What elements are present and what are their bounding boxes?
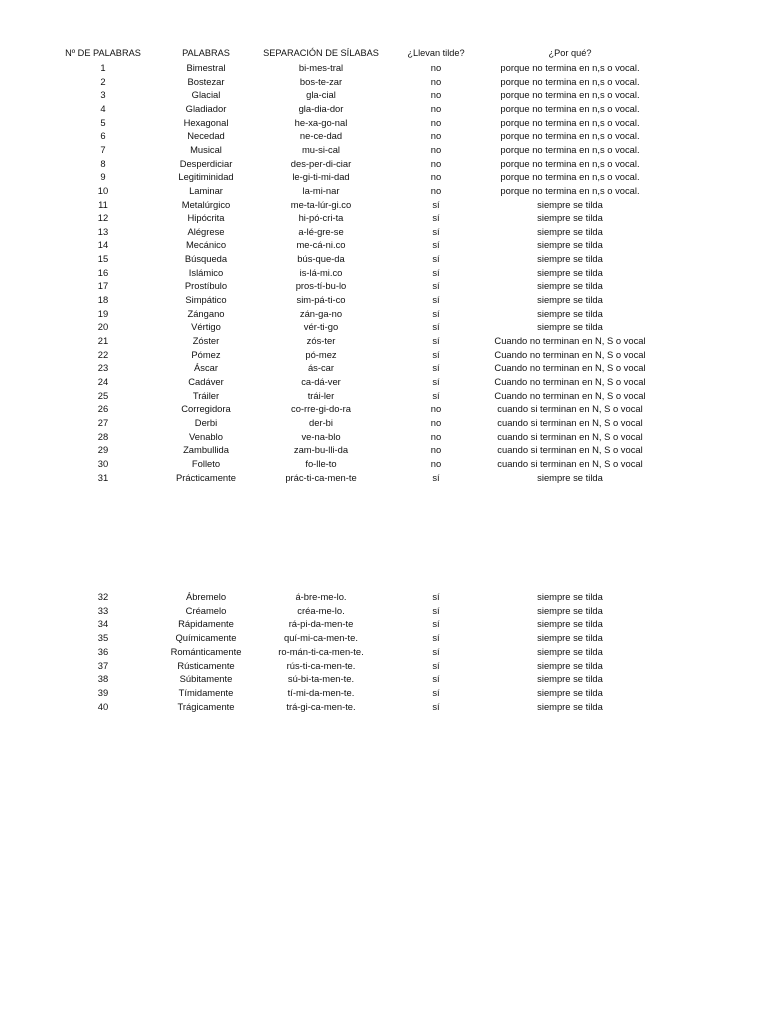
table-row: [0, 238, 768, 252]
header-why: ¿Por qué?: [548, 48, 592, 58]
cell-syllables: pros-tí-bu-lo: [295, 280, 347, 292]
cell-word: Cadáver: [188, 375, 224, 387]
cell-word: Folleto: [191, 457, 221, 469]
cell-syllables: le-gi-ti-mi-dad: [292, 171, 350, 183]
cell-tilde: sí: [432, 253, 440, 265]
cell-syllables: bús-que-da: [297, 253, 345, 265]
table-row: [0, 198, 768, 212]
cell-why: porque no termina en n,s o vocal.: [500, 130, 640, 142]
cell-syllables: des-per-di-ciar: [290, 157, 352, 169]
table-row: [0, 443, 768, 457]
cell-syllables: zam-bu-lli-da: [293, 444, 349, 456]
cell-num: 13: [97, 225, 109, 237]
table-row: [0, 416, 768, 430]
cell-tilde: sí: [432, 198, 440, 210]
cell-tilde: sí: [432, 604, 440, 616]
cell-num: 24: [97, 375, 109, 387]
cell-why: porque no termina en n,s o vocal.: [500, 75, 640, 87]
cell-why: Cuando no terminan en N, S o vocal: [494, 375, 646, 387]
cell-word: Bostezar: [187, 75, 225, 87]
cell-word: Mecánico: [185, 239, 227, 251]
cell-num: 14: [97, 239, 109, 251]
cell-syllables: quí-mi-ca-men-te.: [284, 632, 358, 644]
cell-why: siempre se tilda: [537, 471, 603, 483]
cell-num: 25: [97, 389, 109, 401]
cell-num: 31: [97, 471, 109, 483]
cell-syllables: rá-pi-da-men-te: [288, 618, 354, 630]
table-row: [0, 75, 768, 89]
cell-syllables: rús-ti-ca-men-te.: [286, 659, 356, 671]
cell-word: Laminar: [189, 184, 223, 196]
table-row: [0, 334, 768, 348]
cell-syllables: vér-ti-go: [303, 321, 339, 333]
table-row: [0, 129, 768, 143]
cell-syllables: ve-na-blo: [301, 430, 341, 442]
cell-tilde: sí: [432, 673, 440, 685]
cell-syllables: hi-pó-cri-ta: [298, 212, 344, 224]
cell-syllables: prác-ti-ca-men-te: [285, 471, 357, 483]
cell-why: siempre se tilda: [537, 618, 603, 630]
cell-word: Románticamente: [170, 645, 242, 657]
cell-tilde: sí: [432, 618, 440, 630]
table-row: [0, 617, 768, 631]
cell-syllables: la-mi-nar: [302, 184, 340, 196]
cell-num: 26: [97, 403, 109, 415]
cell-word: Venablo: [189, 430, 223, 442]
cell-tilde: no: [430, 171, 442, 183]
cell-tilde: sí: [432, 321, 440, 333]
cell-why: siempre se tilda: [537, 673, 603, 685]
cell-why: siempre se tilda: [537, 239, 603, 251]
cell-tilde: sí: [432, 225, 440, 237]
cell-word: Simpático: [185, 294, 227, 306]
table-row: [0, 279, 768, 293]
table-row: [0, 604, 768, 618]
cell-tilde: no: [430, 116, 442, 128]
cell-syllables: á-bre-me-lo.: [295, 591, 347, 602]
table-row: [0, 402, 768, 416]
cell-num: 17: [97, 280, 109, 292]
cell-num: 36: [97, 645, 109, 657]
cell-syllables: ás-car: [307, 362, 335, 374]
cell-word: Áscar: [194, 362, 218, 374]
cell-num: 10: [97, 184, 109, 196]
cell-why: cuando si terminan en N, S o vocal: [497, 430, 643, 442]
cell-word: Metalúrgico: [181, 198, 231, 210]
cell-syllables: gla-cial: [306, 89, 336, 101]
cell-word: Súbitamente: [179, 673, 233, 685]
cell-tilde: sí: [432, 294, 440, 306]
table-row: [0, 700, 768, 714]
cell-word: Bimestral: [186, 62, 226, 73]
table-row: [0, 361, 768, 375]
cell-num: 29: [97, 444, 109, 456]
cell-word: Corregidora: [181, 403, 231, 415]
cell-tilde: sí: [432, 348, 440, 360]
cell-num: 5: [100, 116, 106, 128]
cell-tilde: sí: [432, 266, 440, 278]
cell-tilde: no: [430, 102, 442, 114]
cell-syllables: trái-ler: [307, 389, 335, 401]
cell-why: porque no termina en n,s o vocal.: [500, 143, 640, 155]
table-row: [0, 143, 768, 157]
cell-why: porque no termina en n,s o vocal.: [500, 89, 640, 101]
cell-why: siempre se tilda: [537, 225, 603, 237]
cell-word: Tímidamente: [178, 686, 234, 698]
cell-num: 38: [97, 673, 109, 685]
cell-syllables: ne-ce-dad: [299, 130, 343, 142]
cell-syllables: bos-te-zar: [299, 75, 343, 87]
cell-word: Tráiler: [192, 389, 220, 401]
cell-tilde: sí: [432, 700, 440, 712]
cell-num: 34: [97, 618, 109, 630]
cell-num: 4: [100, 102, 106, 114]
cell-why: siempre se tilda: [537, 266, 603, 278]
cell-tilde: no: [430, 75, 442, 87]
table-row: [0, 348, 768, 362]
cell-tilde: no: [430, 416, 442, 428]
table-row: [0, 88, 768, 102]
cell-word: Zángano: [187, 307, 225, 319]
cell-num: 21: [97, 335, 109, 346]
cell-word: Vértigo: [191, 321, 221, 333]
cell-tilde: sí: [432, 591, 440, 602]
cell-word: Químicamente: [175, 632, 237, 644]
cell-why: cuando si terminan en N, S o vocal: [497, 457, 643, 469]
cell-tilde: sí: [432, 362, 440, 374]
cell-num: 3: [100, 89, 106, 101]
cell-why: cuando si terminan en N, S o vocal: [497, 403, 643, 415]
header-word: PALABRAS: [182, 48, 230, 58]
cell-syllables: a-lé-gre-se: [298, 225, 344, 237]
cell-why: siempre se tilda: [537, 307, 603, 319]
cell-why: porque no termina en n,s o vocal.: [500, 102, 640, 114]
cell-num: 19: [97, 307, 109, 319]
cell-word: Hipócrita: [187, 212, 225, 224]
cell-syllables: trá-gi-ca-men-te.: [286, 700, 356, 712]
cell-why: siempre se tilda: [537, 212, 603, 224]
cell-num: 9: [100, 171, 106, 183]
cell-num: 33: [97, 604, 109, 616]
table-row: [0, 659, 768, 673]
header-tilde: ¿Llevan tilde?: [407, 48, 465, 58]
cell-syllables: der-bi: [309, 416, 333, 428]
cell-num: 30: [97, 457, 109, 469]
cell-num: 37: [97, 659, 109, 671]
cell-num: 18: [97, 294, 109, 306]
cell-why: Cuando no terminan en N, S o vocal: [494, 389, 646, 401]
table-row: [0, 471, 768, 485]
table-row: [0, 631, 768, 645]
cell-syllables: sim-pá-ti-co: [296, 294, 346, 306]
cell-tilde: no: [430, 62, 442, 73]
cell-why: siempre se tilda: [537, 253, 603, 265]
cell-num: 2: [100, 75, 106, 87]
cell-num: 40: [97, 700, 109, 712]
cell-num: 16: [97, 266, 109, 278]
cell-syllables: ro-mán-ti-ca-men-te.: [278, 645, 364, 657]
cell-syllables: créa-me-lo.: [297, 604, 345, 616]
cell-tilde: sí: [432, 471, 440, 483]
table-header: [0, 47, 768, 61]
header-syllables: SEPARACIÓN DE SÍLABAS: [263, 48, 379, 58]
cell-word: Glacial: [191, 89, 221, 101]
cell-num: 6: [100, 130, 106, 142]
cell-why: siempre se tilda: [537, 700, 603, 712]
table-row: [0, 430, 768, 444]
cell-why: siempre se tilda: [537, 198, 603, 210]
table-row: [0, 102, 768, 116]
table-row: [0, 307, 768, 321]
cell-why: porque no termina en n,s o vocal.: [500, 116, 640, 128]
cell-tilde: no: [430, 143, 442, 155]
cell-num: 11: [98, 198, 108, 210]
cell-why: siempre se tilda: [537, 280, 603, 292]
cell-tilde: sí: [432, 686, 440, 698]
cell-tilde: no: [430, 130, 442, 142]
table-row: [0, 293, 768, 307]
cell-why: siempre se tilda: [537, 645, 603, 657]
cell-why: Cuando no terminan en N, S o vocal: [494, 362, 646, 374]
table-row: [0, 225, 768, 239]
cell-word: Gladiador: [185, 102, 227, 114]
cell-tilde: no: [430, 89, 442, 101]
cell-word: Hexagonal: [183, 116, 229, 128]
cell-num: 20: [97, 321, 109, 333]
cell-syllables: bi-mes-tral: [298, 62, 344, 73]
cell-tilde: no: [430, 184, 442, 196]
cell-syllables: sú-bi-ta-men-te.: [287, 673, 355, 685]
cell-word: Derbi: [194, 416, 218, 428]
cell-word: Musical: [190, 143, 222, 155]
cell-word: Legitiminidad: [178, 171, 234, 183]
cell-word: Alégrese: [187, 225, 225, 237]
header-num: Nº DE PALABRAS: [65, 48, 141, 58]
cell-tilde: no: [430, 457, 442, 469]
cell-why: porque no termina en n,s o vocal.: [500, 171, 640, 183]
cell-word: Zóster: [192, 335, 220, 346]
cell-why: Cuando no terminan en N, S o vocal: [494, 348, 646, 360]
cell-word: Búsqueda: [184, 253, 228, 265]
table-row: [0, 320, 768, 334]
cell-num: 7: [100, 143, 106, 155]
cell-tilde: sí: [432, 335, 440, 346]
cell-syllables: zán-ga-no: [299, 307, 343, 319]
cell-num: 22: [97, 348, 109, 360]
cell-why: porque no termina en n,s o vocal.: [500, 184, 640, 196]
cell-tilde: no: [430, 157, 442, 169]
cell-why: porque no termina en n,s o vocal.: [500, 157, 640, 169]
cell-syllables: co-rre-gi-do-ra: [291, 403, 351, 415]
cell-syllables: tí-mi-da-men-te.: [287, 686, 355, 698]
cell-word: Pómez: [191, 348, 221, 360]
table-row: [0, 184, 768, 198]
cell-word: Prostíbulo: [184, 280, 228, 292]
cell-num: 39: [97, 686, 109, 698]
table-row: [0, 686, 768, 700]
cell-syllables: me-cá-ni.co: [296, 239, 346, 251]
table-row: [0, 389, 768, 403]
cell-syllables: he-xa-go-nal: [294, 116, 348, 128]
cell-why: siempre se tilda: [537, 321, 603, 333]
table-row: [0, 672, 768, 686]
cell-word: Rústicamente: [177, 659, 235, 671]
table-row: [0, 266, 768, 280]
cell-word: Islámico: [188, 266, 224, 278]
cell-word: Rápidamente: [178, 618, 234, 630]
cell-tilde: sí: [432, 375, 440, 387]
cell-tilde: sí: [432, 645, 440, 657]
cell-why: siempre se tilda: [537, 632, 603, 644]
table-row: [0, 157, 768, 171]
cell-why: siempre se tilda: [537, 659, 603, 671]
cell-word: Prácticamente: [176, 471, 236, 483]
cell-tilde: sí: [432, 239, 440, 251]
table-row: [0, 61, 768, 75]
cell-tilde: sí: [432, 659, 440, 671]
cell-num: 27: [97, 416, 109, 428]
cell-syllables: pó-mez: [305, 348, 337, 360]
cell-tilde: sí: [432, 280, 440, 292]
cell-word: Ábremelo: [185, 591, 227, 602]
cell-syllables: zós-ter: [306, 335, 336, 346]
cell-num: 8: [100, 157, 106, 169]
cell-tilde: no: [430, 403, 442, 415]
cell-syllables: ca-dá-ver: [301, 375, 341, 387]
cell-why: cuando si terminan en N, S o vocal: [497, 444, 643, 456]
cell-tilde: sí: [432, 632, 440, 644]
cell-num: 23: [97, 362, 109, 374]
cell-why: Cuando no terminan en N, S o vocal: [494, 335, 646, 346]
cell-num: 12: [97, 212, 109, 224]
cell-word: Desperdiciar: [179, 157, 233, 169]
table-row: [0, 252, 768, 266]
table-row: [0, 170, 768, 184]
cell-syllables: me-ta-lúr-gi.co: [290, 198, 352, 210]
cell-tilde: no: [430, 430, 442, 442]
cell-num: 1: [100, 62, 106, 73]
cell-tilde: no: [430, 444, 442, 456]
cell-why: siempre se tilda: [537, 686, 603, 698]
table-row: [0, 211, 768, 225]
cell-syllables: fo-lle-to: [305, 457, 337, 469]
cell-tilde: sí: [432, 307, 440, 319]
cell-word: Zambullida: [183, 444, 229, 456]
table-row: [0, 375, 768, 389]
cell-tilde: sí: [432, 212, 440, 224]
cell-num: 32: [97, 591, 109, 602]
cell-syllables: is-lá-mi.co: [299, 266, 343, 278]
cell-syllables: mu-si-cal: [301, 143, 341, 155]
table-row: [0, 116, 768, 130]
table-row: [0, 645, 768, 659]
cell-why: siempre se tilda: [537, 591, 603, 602]
cell-why: siempre se tilda: [537, 294, 603, 306]
cell-why: siempre se tilda: [537, 604, 603, 616]
cell-num: 15: [97, 253, 109, 265]
cell-word: Necedad: [187, 130, 225, 142]
cell-why: porque no termina en n,s o vocal.: [500, 62, 640, 73]
cell-num: 28: [97, 430, 109, 442]
table-row: [0, 590, 768, 604]
cell-num: 35: [97, 632, 109, 644]
cell-why: cuando si terminan en N, S o vocal: [497, 416, 643, 428]
cell-word: Trágicamente: [177, 700, 235, 712]
cell-tilde: sí: [432, 389, 440, 401]
cell-word: Créamelo: [185, 604, 227, 616]
table-row: [0, 457, 768, 471]
cell-syllables: gla-dia-dor: [298, 102, 344, 114]
